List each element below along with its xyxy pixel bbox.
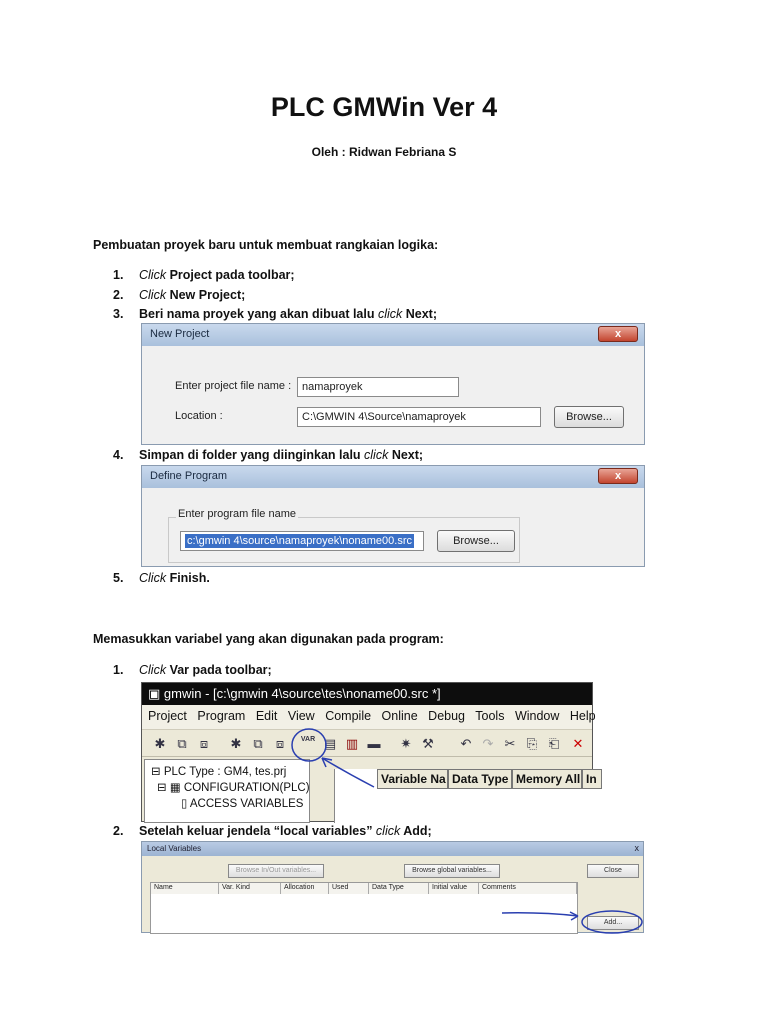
- new-project-dialog: [141, 323, 645, 445]
- menu-window[interactable]: Window: [514, 709, 560, 723]
- define-program-titlebar: Define Program x: [142, 466, 644, 488]
- new-project-titlebar: New Project x: [142, 324, 644, 346]
- column-variable-name: Variable Na: [377, 769, 448, 789]
- define-program-dialog: [141, 465, 645, 567]
- close-button[interactable]: Close: [587, 864, 639, 878]
- column-memory-alloc: Memory All: [512, 769, 582, 789]
- section-heading-new-project: Pembuatan proyek baru untuk membuat rangkaian logika:: [93, 238, 439, 252]
- column-data-type: Data Type: [369, 883, 429, 894]
- delete-icon[interactable]: ✕: [572, 736, 584, 751]
- menu-view[interactable]: View: [287, 709, 315, 723]
- step-3: 3. Beri nama proyek yang akan dibuat lalu click Next;: [113, 307, 438, 321]
- menu-help[interactable]: Help: [569, 709, 596, 723]
- variable-grid: [334, 769, 597, 823]
- close-button[interactable]: x: [598, 468, 638, 484]
- menu-tools[interactable]: Tools: [475, 709, 505, 723]
- close-button[interactable]: x: [598, 326, 638, 342]
- tree-item-plc-type[interactable]: ⊟ PLC Type : GM4, tes.prj: [151, 766, 287, 778]
- column-used: Used: [329, 883, 369, 894]
- book-icon[interactable]: ▥: [345, 736, 359, 751]
- var-pointer-arrowhead: [322, 758, 332, 767]
- local-variables-titlebar: Local Variables x: [142, 842, 643, 856]
- menu-online[interactable]: Online: [381, 709, 418, 723]
- folder-icon: ▯: [181, 798, 190, 810]
- tree-expand-icon: ⊟ ▦: [157, 782, 184, 794]
- tree-expand-icon: ⊟: [151, 766, 164, 778]
- undo-icon[interactable]: ↶: [460, 736, 472, 751]
- tree-item-configuration[interactable]: ⊟ ▦ CONFIGURATION(PLC): [157, 782, 310, 794]
- program-file-input[interactable]: c:\gmwin 4\source\namaproyek\noname00.src: [180, 531, 424, 551]
- close-icon[interactable]: x: [634, 843, 639, 853]
- menu-compile[interactable]: Compile: [325, 709, 372, 723]
- toolbar: [142, 729, 592, 757]
- cut-icon[interactable]: ✂: [504, 736, 516, 751]
- print-icon[interactable]: ▤: [323, 736, 337, 751]
- column-name: Name: [151, 883, 219, 894]
- open-program-icon[interactable]: ⧉: [253, 736, 263, 751]
- location-label: Location :: [175, 410, 223, 422]
- gmwin-window: [141, 682, 597, 822]
- step-2: 2. Click New Project;: [113, 288, 246, 302]
- menu-debug[interactable]: Debug: [428, 709, 466, 723]
- column-comments: Comments: [479, 883, 577, 894]
- location-input[interactable]: C:\GMWIN 4\Source\namaproyek: [297, 407, 541, 427]
- open-icon[interactable]: ⧉: [177, 736, 187, 751]
- column-allocation: Allocation: [281, 883, 329, 894]
- var-icon[interactable]: VAR: [300, 736, 316, 743]
- browse-inout-button[interactable]: Browse In/Out variables...: [228, 864, 324, 878]
- step-var-1: 1. Click Var pada toolbar;: [113, 663, 272, 677]
- new-program-icon[interactable]: ✱: [230, 736, 242, 751]
- document-title: PLC GMWin Ver 4: [270, 92, 498, 122]
- program-file-label: Enter program file name: [178, 508, 296, 520]
- column-initial: In: [582, 769, 602, 789]
- document-author: Oleh : Ridwan Febriana S: [311, 145, 457, 159]
- step-5: 5. Click Finish.: [113, 571, 210, 585]
- monitor-icon[interactable]: ▬: [367, 736, 381, 751]
- paste-icon[interactable]: ⎗: [548, 736, 560, 751]
- app-icon: ▣: [148, 686, 164, 701]
- add-button[interactable]: Add...: [587, 916, 639, 930]
- section-heading-variables: Memasukkan variabel yang akan digunakan pada program:: [93, 632, 444, 646]
- column-var-kind: Var. Kind: [219, 883, 281, 894]
- project-tree: [144, 759, 310, 823]
- local-variables-dialog: [141, 841, 644, 933]
- project-name-label: Enter project file name :: [175, 380, 292, 392]
- connect-icon[interactable]: ⚒: [422, 736, 434, 751]
- redo-icon[interactable]: ↷: [482, 736, 494, 751]
- compile-icon[interactable]: ✷: [400, 736, 412, 751]
- browse-button[interactable]: Browse...: [437, 530, 515, 552]
- browse-global-button[interactable]: Browse global variables...: [404, 864, 500, 878]
- column-initial-value: Initial value: [429, 883, 479, 894]
- tree-item-access-variables[interactable]: ▯ ACCESS VARIABLES: [181, 798, 304, 810]
- save-icon[interactable]: ⧈: [199, 736, 209, 751]
- copy-icon[interactable]: ⎘: [526, 736, 538, 751]
- new-icon[interactable]: ✱: [154, 736, 166, 751]
- menu-project[interactable]: Project: [148, 709, 187, 723]
- menu-bar: [142, 705, 596, 729]
- menu-program[interactable]: Program: [197, 709, 246, 723]
- gmwin-titlebar: ▣ gmwin - [c:\gmwin 4\source\tes\noname00.src *]: [142, 683, 592, 705]
- project-name-input[interactable]: namaproyek: [297, 377, 459, 397]
- save-program-icon[interactable]: ⧈: [275, 736, 285, 751]
- column-data-type: Data Type: [448, 769, 512, 789]
- browse-button[interactable]: Browse...: [554, 406, 624, 428]
- step-4: 4. Simpan di folder yang diinginkan lalu click Next;: [113, 448, 424, 462]
- step-var-2: 2. Setelah keluar jendela “local variables” click Add;: [113, 824, 432, 838]
- menu-edit[interactable]: Edit: [255, 709, 278, 723]
- step-1: 1. Click Project pada toolbar;: [113, 268, 295, 282]
